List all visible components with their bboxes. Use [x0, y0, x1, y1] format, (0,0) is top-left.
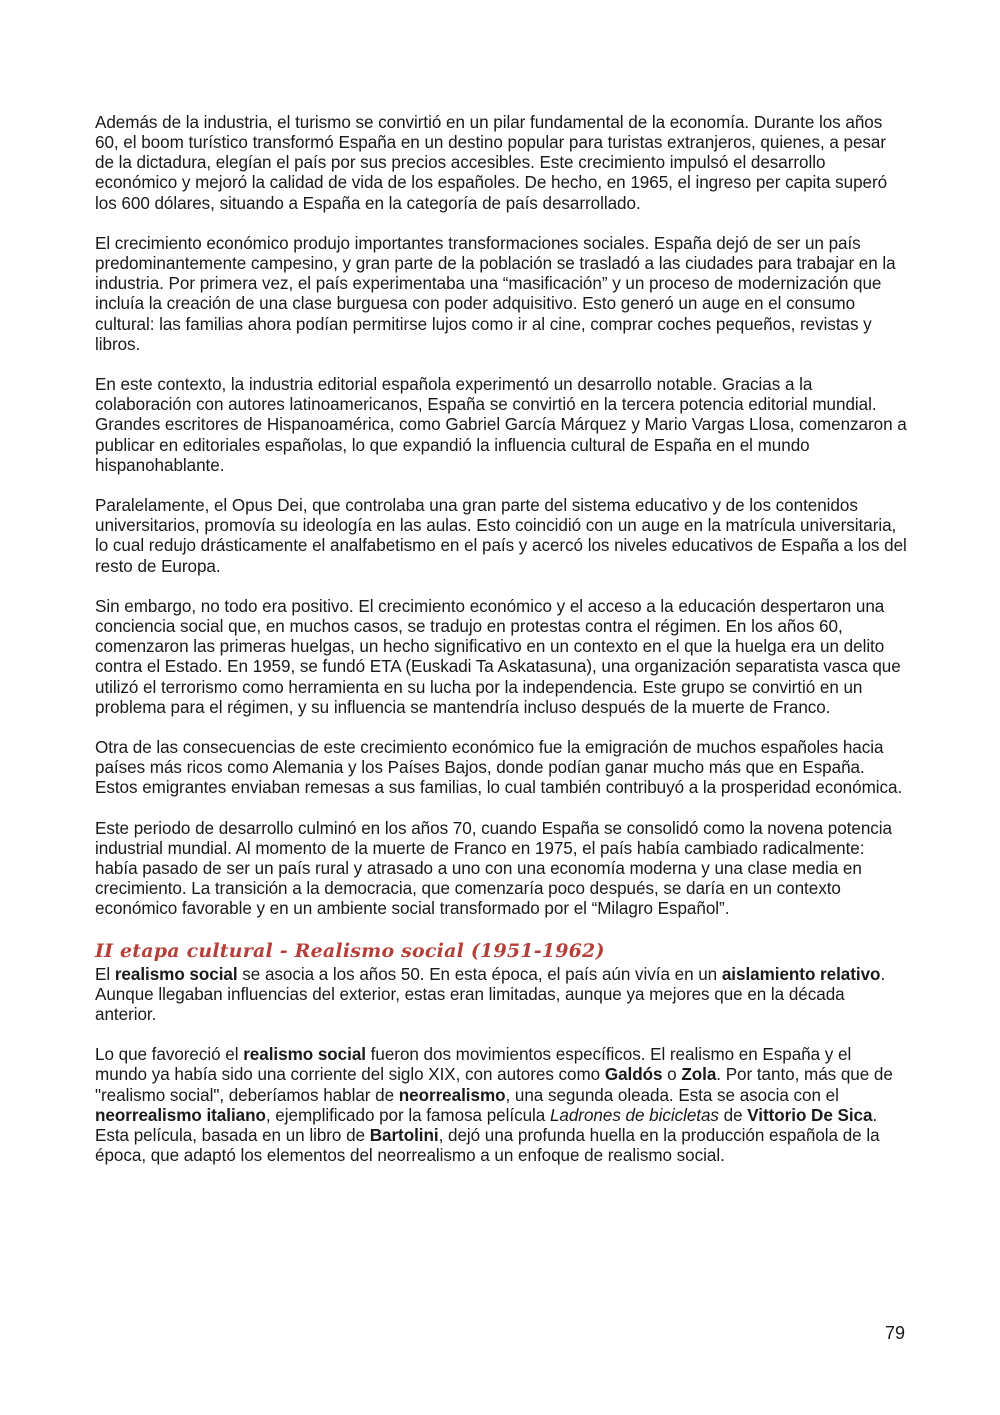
- paragraph-realismo-intro: [95, 965, 907, 1025]
- text-run: , ejemplificado por la famosa película: [265, 1105, 550, 1125]
- text-run: . Por tanto, más que de "realismo social", deberíamos hablar de: [95, 1065, 893, 1105]
- bold-term: aislamiento relativo: [721, 964, 881, 984]
- bold-term: realismo social: [243, 1045, 366, 1065]
- paragraph-neorrealismo: [95, 1045, 907, 1166]
- italic-film-title: Ladrones de bicicletas: [549, 1105, 719, 1125]
- bold-term: Galdós: [604, 1065, 663, 1085]
- bold-term: Bartolini: [369, 1125, 439, 1145]
- paragraph-spanish-miracle: Este periodo de desarrollo culminó en los años 70, cuando España se consolidó como la novena potencia industrial mundial. Al momento de la muerte de Franco en 1975, el país había cambiado radicalmente: había pasado de ser un país rural y atrasado a uno con una economía moderna y una clase media en crecimiento. La transición a la democracia, que comenzaría poco después, se daría en un contexto económico favorable y en un ambiente social transformado por el “Milagro Español”.: [95, 818, 892, 919]
- page-number: 79: [884, 1323, 905, 1343]
- text-run: Lo que favoreció el: [95, 1045, 244, 1065]
- text-run: fueron dos movimientos específicos. El realismo en España y el mundo ya había sido una corriente del siglo XIX, con autores como: [95, 1045, 852, 1085]
- bold-term: Vittorio De Sica: [747, 1105, 873, 1125]
- text-run: . Aunque llegaban influencias del exterior, estas eran limitadas, aunque ya mejores que en la década anterior.: [95, 964, 886, 1024]
- bold-term: neorrealismo italiano: [95, 1105, 266, 1125]
- paragraph-tourism: Además de la industria, el turismo se convirtió en un pilar fundamental de la economía. Durante los años 60, el boom turístico transformó España en un destino popular para turistas extranjeros, quienes, a pesar de la dictadura, elegían el país por sus precios accesibles. Este crecimiento impulsó el desarrollo económico y mejoró la calidad de vida de los españoles. De hecho, en 1965, el ingreso per capita superó los 600 dólares, situando a España en la categoría de país desarrollado.: [95, 113, 888, 213]
- bold-term: Zola: [681, 1065, 717, 1085]
- text-run: . Esta película, basada en un libro de: [95, 1105, 878, 1145]
- text-run: o: [662, 1065, 682, 1085]
- paragraph-protests-eta: Sin embargo, no todo era positivo. El crecimiento económico y el acceso a la educación despertaron una conciencia social que, en muchos casos, se tradujo en protestas contra el régimen. En los años 60, comenzaron las primeras huelgas, un hecho significativo en un contexto en el que la huelga era un delito contra el Estado. En 1959, se fundó ETA (Euskadi Ta Askatasuna), una organización separatista vasca que utilizó el terrorismo como herramienta en su lucha por la independencia. Este grupo se convirtió en un problema para el régimen, y su influencia se mantendría incluso después de la muerte de Franco.: [95, 596, 901, 717]
- text-run: , una segunda oleada. Esta se asocia con el: [505, 1085, 839, 1105]
- paragraph-emigration: Otra de las consecuencias de este crecimiento económico fue la emigración de muchos españoles hacia países más ricos como Alemania y los Países Bajos, donde podían ganar mucho más que en España. Estos emigrantes enviaban remesas a sus familias, lo cual también contribuyó a la prosperidad económica.: [95, 738, 903, 798]
- bold-term: realismo social: [114, 964, 238, 984]
- section-heading: II etapa cultural - Realismo social (1951-1962): [95, 939, 605, 962]
- page-content: [95, 113, 907, 1186]
- text-run: El: [95, 964, 115, 984]
- text-run: , dejó una profunda huella en la producción española de la época, que adaptó los elementos del neorrealismo a un enfoque de realismo social.: [95, 1125, 880, 1166]
- text-run: se asocia a los años 50. En esta época, el país aún vivía en un: [237, 964, 722, 984]
- paragraph-opus-dei: Paralelamente, el Opus Dei, que controlaba una gran parte del sistema educativo y de los contenidos universitarios, promovía su ideología en las aulas. Esto coincidió con un auge en la matrícula universitaria, lo cual redujo drásticamente el analfabetismo en el país y acercó los niveles educativos de España a los del resto de Europa.: [95, 496, 907, 576]
- text-run: de: [718, 1105, 748, 1125]
- paragraph-social-transformations: El crecimiento económico produjo importantes transformaciones sociales. España dejó de ser un país predominantemente campesino, y gran parte de la población se trasladó a las ciudades para trabajar en la industria. Por primera vez, el país experimentaba una “masificación” y un proceso de modernización que incluía la creación de una clase burguesa con poder adquisitivo. Esto generó un auge en el consumo cultural: las familias ahora podían permitirse lujos como ir al cine, comprar coches pequeños, revistas y libros.: [95, 233, 896, 354]
- bold-term: neorrealismo: [398, 1085, 506, 1105]
- paragraph-publishing-industry: En este contexto, la industria editorial española experimentó un desarrollo notable. Gracias a la colaboración con autores latinoamericanos, España se convirtió en la tercera potencia editorial mundial. Grandes escritores de Hispanoamérica, como Gabriel García Márquez y Mario Vargas Llosa, comenzaron a publicar en editoriales españolas, lo que expandió la influencia cultural de España en el mundo hispanohablante.: [95, 375, 907, 475]
